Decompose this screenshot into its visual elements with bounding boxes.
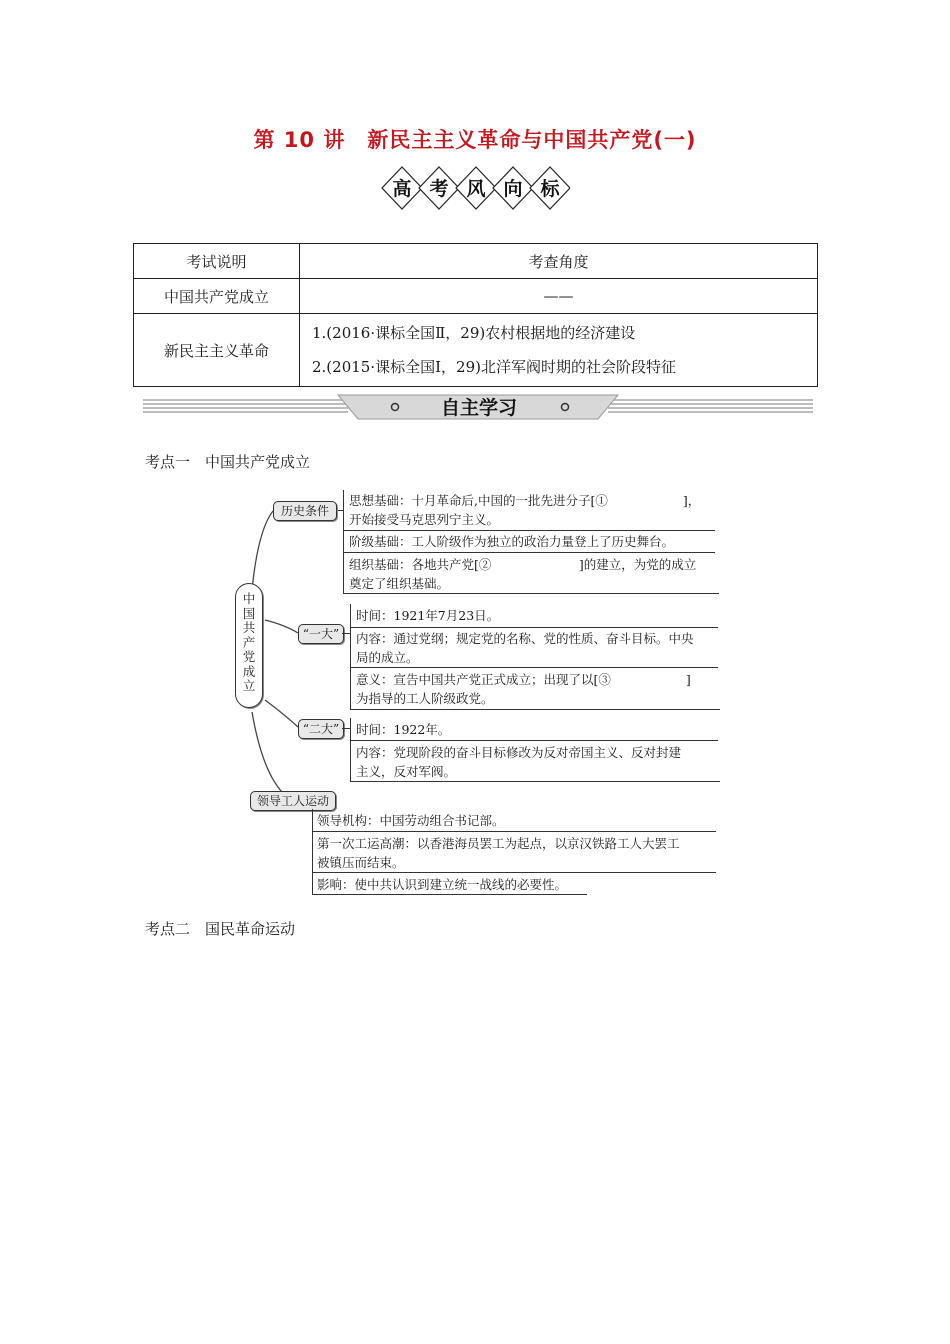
- banner-char: 风: [466, 178, 486, 200]
- mindmap-item: 思想基础：十月革命后,中国的一批先进分子[① ]， 开始接受马克思列宁主义。: [349, 493, 701, 527]
- section-heading: 考点二 国民革命运动: [145, 920, 296, 938]
- mindmap-item: 阶级基础：工人阶级作为独立的政治力量登上了历史舞台。: [349, 534, 675, 549]
- banner-char: 考: [429, 178, 449, 200]
- table-header: 考查角度: [300, 244, 818, 279]
- mindmap-item: 时间：1922年。: [356, 722, 451, 737]
- mindmap-item: 第一次工运高潮：以香港海员罢工为起点，以京汉铁路工人大罢工 被镇压而结束。: [317, 836, 680, 870]
- mindmap-item: 时间：1921年7月23日。: [356, 608, 500, 623]
- mindmap-center: 中 国 共 产 党 成 立: [235, 583, 263, 708]
- mindmap-item: 内容：通过党纲；规定党的名称、党的性质、奋斗目标。中央 局的成立。: [356, 631, 694, 665]
- table-header: 考试说明: [134, 244, 300, 279]
- banner-char: 标: [540, 178, 560, 200]
- angle-item: 1.(2016·课标全国Ⅱ，29)农村根据地的经济建设: [312, 324, 636, 342]
- branch-node-history: 历史条件: [273, 501, 337, 521]
- mindmap-item: 影响：使中共认识到建立统一战线的必要性。: [317, 877, 568, 892]
- section-heading: 考点一 中国共产党成立: [145, 453, 311, 471]
- banner-char: 向: [503, 178, 523, 200]
- branch-node-first-congress: “一大”: [298, 624, 344, 644]
- mindmap-item: 意义：宣告中国共产党正式成立；出现了以[③ ] 为指导的工人阶级政党。: [356, 672, 691, 706]
- page-title: 第 10 讲 新民主主义革命与中国共产党(一): [253, 128, 697, 152]
- banner-char: 高: [392, 178, 412, 200]
- table-cell: 中国共产党成立: [134, 279, 300, 314]
- branch-node-labor-movement: 领导工人运动: [250, 791, 336, 811]
- mindmap-item: 组织基础：各地共产党[② ]的建立，为党的成立 奠定了组织基础。: [349, 557, 697, 591]
- angle-item: 2.(2015·课标全国Ⅰ，29)北洋军阀时期的社会阶段特征: [312, 358, 676, 376]
- table-cell: ——: [300, 279, 818, 314]
- branch-node-second-congress: “二大”: [298, 719, 344, 739]
- table-cell: 新民主主义革命: [134, 314, 300, 387]
- mindmap-item: 内容：党现阶段的奋斗目标修改为反对帝国主义、反对封建 主义，反对军阀。: [356, 745, 682, 779]
- mindmap-item: 领导机构：中国劳动组合书记部。: [317, 813, 505, 828]
- banner-study-label: 自主学习: [440, 397, 518, 419]
